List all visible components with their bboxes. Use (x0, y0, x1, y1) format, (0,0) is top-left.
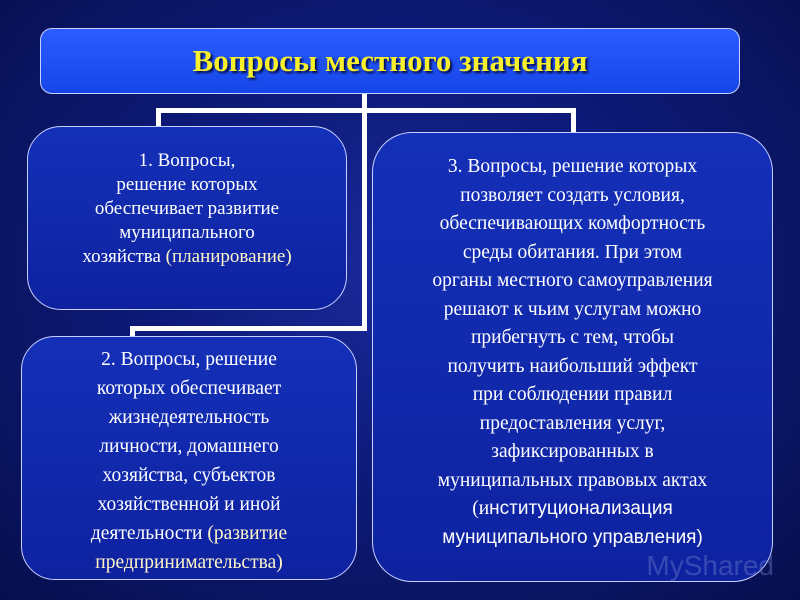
connector-horizontal-bottom (130, 326, 367, 331)
category-2-paren: (развитие предпринимательства) (95, 523, 288, 573)
category-box-1 (27, 126, 347, 310)
connector-horizontal-top (156, 108, 576, 113)
watermark: MyShared (646, 550, 774, 581)
title-box (40, 28, 740, 94)
category-1-text: 1. Вопросы, решение которых обеспечивает развитие муниципального хозяйства (планирование) (82, 150, 292, 267)
category-box-2 (21, 336, 357, 580)
category-box-3 (372, 132, 773, 582)
connector-vertical-main (362, 94, 367, 330)
page-title: Вопросы местного значения (192, 43, 588, 78)
category-3-sans-tail: нституционализация муниципального управления) (442, 498, 703, 548)
connector-left-drop (156, 108, 161, 128)
category-2-text: 2. Вопросы, решение которых обеспечивает жизнедеятельность личности, домашнего хозяйства, субъектов хозяйственной и иной деятельности (развитие предпринимательства) (90, 349, 288, 573)
category-1-paren: (планирование) (165, 246, 292, 267)
category-3-text: 3. Вопросы, решение которых позволяет создать условия, обеспечивающих комфортность среды обитания. При этом органы местного самоуправления решают к чьим услугам можно прибегнуть с тем, чтобы получить наибольший эффект при соблюдении правил предоставления услуг, зафиксированных в муниципальных правовых актах (институционализация муниципального управления) (432, 156, 713, 548)
connector-right-drop (571, 108, 576, 134)
